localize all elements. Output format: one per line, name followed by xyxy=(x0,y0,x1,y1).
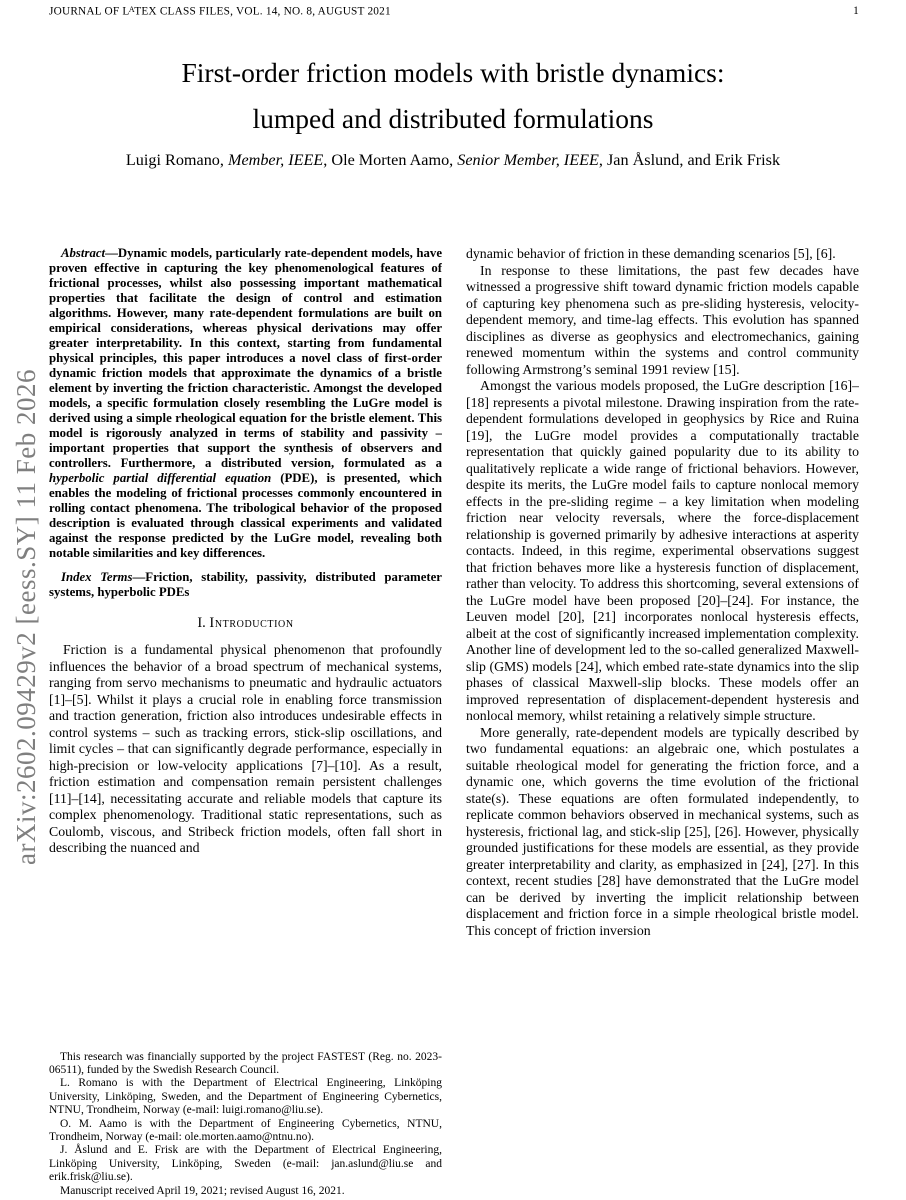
author-name: , Jan Åslund, and Erik Frisk xyxy=(598,151,781,169)
footnote-affiliation-romano: L. Romano is with the Department of Electrical Engineering, Linköping University, Linköping, Sweden, and the Department of Engineering Cybernetics, NTNU, Trondheim, Norway (e-mail: luigi.romano@liu.se). xyxy=(49,1077,442,1117)
section-number: I. xyxy=(197,615,206,631)
journal-name-pre: JOURNAL OF L xyxy=(49,5,130,18)
two-column-body xyxy=(49,246,859,1200)
abstract-text: (PDE), is presented, which enables the modeling of frictional processes commonly encountered in rolling contact phenomena. The tribological behavior of the proposed description is evaluated through classical experiments and validated against the response predicted by the LuGre model, revealing both notable similarities and key differences. xyxy=(49,471,442,560)
abstract-text: —Dynamic models, particularly rate-dependent models, have proven effective in capturing the key phenomenological features of frictional processes, whilst also possessing important mathematical properties that facilitate the design of control and estimation algorithms. However, many rate-dependent formulations are built on empirical considerations, whereas physical derivations may offer greater interpretability. In this context, starting from fundamental physical principles, this paper introduces a novel class of first-order dynamic friction models that approximate the dynamics of a bristle element by inverting the friction characteristic. Amongst the developed models, a specific formulation closely resembling the LuGre model is derived using a simple rheological equation for the bristle element. This model is rigorously analyzed in terms of stability and passivity – important properties that support the synthesis of observers and controllers. Furthermore, a distributed version, formulated as a xyxy=(49,246,442,470)
section-heading-introduction xyxy=(49,615,442,632)
intro-paragraph: Friction is a fundamental physical phenomenon that profoundly influences the behavior of a broad spectrum of mechanical systems, ranging from servo mechanisms to pneumatic and hydraulic actuators [1]–[5]. Whilst it plays a crucial role in enabling force transmission and traction generation, friction also introduces undesirable effects in control systems – such as tracking errors, stick-slip oscillations, and limit cycles – that can significantly degrade performance, especially in high-precision or low-velocity applications [7]–[10]. As a result, friction estimation and compensation remain persistent challenges [11]–[14], necessitating accurate and reliable models that capture its complex phenomenology. Traditional static representations, such as Coulomb, viscous, and Stribeck friction models, often fall short in describing the nuanced and xyxy=(49,642,442,855)
body-paragraph: More generally, rate-dependent models are typically described by two fundamental equations: an algebraic one, which postulates a suitable rheological model for generating the friction force, and a dynamic one, which governs the time evolution of the frictional state(s). These equations are often formulated independently, to replicate common behaviors observed in mechanical systems, such as hysteresis, frictional lag, and stick-slip [25], [26]. However, physically grounded justifications for these models are essential, as they provide greater interpretability and clarity, as emphasized in [24], [27]. In this context, recent studies [28] have demonstrated that the LuGre model can be derived by inverting the implicit relationship between displacement and friction force in a simple rheological bristle model. This concept of friction inversion xyxy=(466,724,859,938)
journal-name-post: TEX CLASS FILES, VOL. 14, NO. 8, AUGUST 2021 xyxy=(134,5,391,18)
footnotes-block xyxy=(49,1051,442,1200)
author-role: Member, IEEE xyxy=(227,151,324,169)
footnote-affiliation-aslund-frisk: J. Åslund and E. Frisk are with the Department of Electrical Engineering, Linköping University, Linköping, Sweden (e-mail: jan.aslund@liu.se and erik.frisk@liu.se). xyxy=(49,1144,442,1184)
author-name: , Ole Morten Aamo, xyxy=(323,151,458,169)
journal-header-text xyxy=(49,5,391,17)
paper-title xyxy=(0,50,906,142)
author-name: Luigi Romano, xyxy=(125,151,228,169)
footnote-funding: This research was financially supported by the project FASTEST (Reg. no. 2023-06511), funded by the Swedish Research Council. xyxy=(49,1050,442,1076)
paper-title-line1: First-order friction models with bristle dynamics: xyxy=(181,57,725,88)
body-paragraph: Amongst the various models proposed, the LuGre description [16]–[18] represents a pivotal milestone. Drawing inspiration from the rate-dependent formulations developed in geophysics by Rice and Ruina [19], the LuGre model provides a computationally tractable representation that quickly gained popularity due to its ability to qualitatively replicate a wide range of frictional behaviors. However, despite its merits, the LuGre model fails to capture nonlocal memory effects in the pre-sliding regime – a key limitation when modeling friction near velocity reversals, where the force-displacement relationship is governed primarily by adhesive interactions at asperity contacts. Indeed, in this regime, experimental observations suggest that friction behaves more like a hysteresis function of displacement, rather than velocity. To address this shortcoming, several extensions of the LuGre model have been proposed [20]–[24]. For instance, the Leuven model [20], [21] incorporates nonlocal hysteresis effects, albeit at the cost of significantly increased implementation complexity. Another line of development led to the so-called generalized Maxwell-slip (GMS) models [24], which embed rate-state dynamics into the slip phases of classical Maxwell-slip blocks. These models offer an improved representation of displacement-dependent hysteresis and nonlocal memory, whilst retaining a relatively simple structure. xyxy=(466,378,859,723)
abstract-lead: Abstract xyxy=(61,246,106,260)
footnote-manuscript-dates: Manuscript received April 19, 2021; revised August 16, 2021. xyxy=(60,1184,345,1197)
index-terms-text: —Friction, stability, passivity, distributed parameter systems, hyperbolic PDEs xyxy=(49,570,442,599)
author-role: Senior Member, IEEE xyxy=(457,151,599,169)
left-column xyxy=(49,246,442,1200)
section-title: Introduction xyxy=(209,615,294,631)
authors-line xyxy=(0,151,906,170)
page-number: 1 xyxy=(853,5,859,17)
abstract-italic-phrase: hyperbolic partial differential equation xyxy=(49,471,272,485)
body-paragraph: In response to these limitations, the past few decades have witnessed a progressive shift toward dynamic friction models capable of capturing key phenomena such as pre-sliding hysteresis, velocity-dependent memory, and time-lag effects. This evolution has spanned disciplines as diverse as geophysics and electromechanics, gaining renewed momentum within the systems and control community following Armstrong’s seminal 1991 review [15]. xyxy=(466,262,859,377)
footnote-affiliation-aamo: O. M. Aamo is with the Department of Engineering Cybernetics, NTNU, Trondheim, Norway (e-mail: ole.morten.aamo@ntnu.no). xyxy=(49,1117,442,1143)
arxiv-watermark: arXiv:2602.09429v2 [eess.SY] 11 Feb 2026 xyxy=(11,369,41,865)
running-header xyxy=(49,5,859,17)
paper-title-line2: lumped and distributed formulations xyxy=(252,103,654,134)
latex-logo-a: A xyxy=(128,5,135,14)
abstract xyxy=(49,246,442,561)
body-paragraph: dynamic behavior of friction in these demanding scenarios [5], [6]. xyxy=(466,246,836,261)
index-terms-lead: Index Terms xyxy=(61,570,133,584)
index-terms xyxy=(49,570,442,600)
right-column xyxy=(466,246,859,1200)
